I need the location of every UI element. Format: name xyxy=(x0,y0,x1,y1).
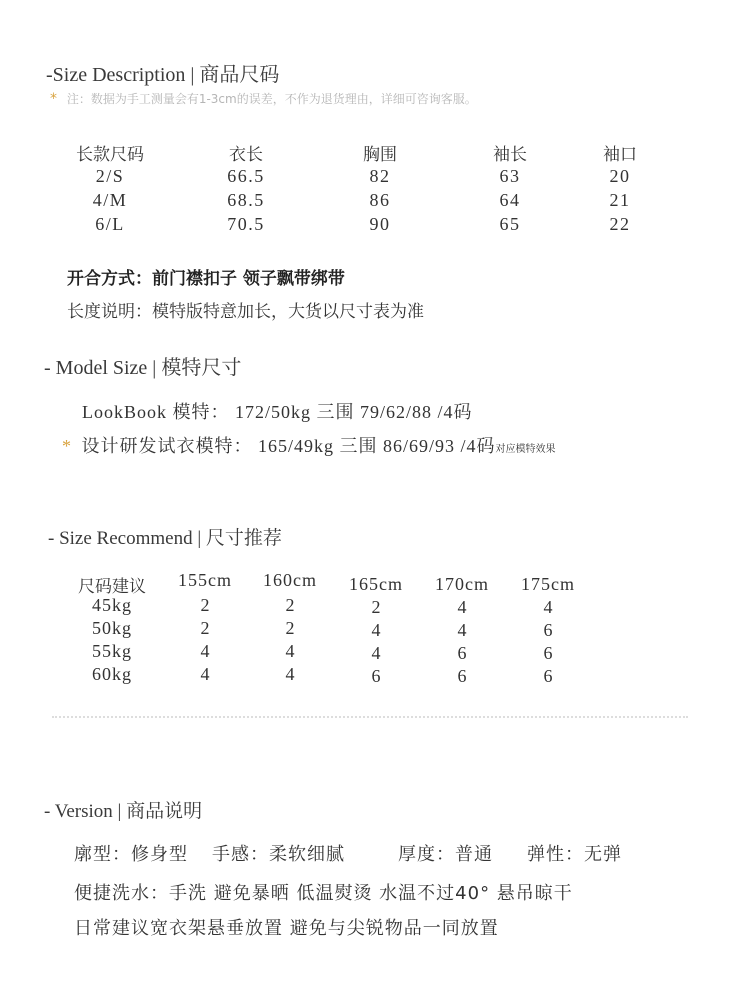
recommend-size-cell: 4 xyxy=(371,643,381,663)
lookbook-model-info: LookBook 模特： 172/50kg 三围 79/62/88 /4码 xyxy=(82,402,473,422)
recommend-size-cell: 6 xyxy=(543,643,553,663)
recommend-size-cell: 6 xyxy=(543,620,553,640)
thickness-info: 厚度：普通 xyxy=(398,844,493,865)
size-table-cell: 21 xyxy=(609,190,631,210)
recommend-size-cell: 2 xyxy=(285,595,295,615)
length-note: 长度说明：模特版特意加长，大货以尺寸表为准 xyxy=(67,302,424,322)
recommend-height-header: 175cm xyxy=(521,574,575,594)
size-table-size-cell: 4/M xyxy=(92,190,128,210)
recommend-size-cell: 4 xyxy=(285,641,295,661)
fitting-model-info xyxy=(62,432,556,458)
recommend-size-cell: 6 xyxy=(371,666,381,686)
size-description-title: -Size Description | 商品尺码 xyxy=(46,64,280,86)
size-table-header: 长款尺码 xyxy=(76,145,144,165)
size-table-cell: 82 xyxy=(369,166,391,186)
recommend-height-header: 160cm xyxy=(263,570,317,590)
recommend-size-cell: 2 xyxy=(200,595,210,615)
size-table-size-cell: 2/S xyxy=(95,166,125,186)
size-table-cell: 86 xyxy=(369,190,391,210)
size-table-header: 衣长 xyxy=(229,145,263,165)
size-table-cell: 64 xyxy=(499,190,521,210)
fit-info: 廓型：修身型 xyxy=(74,844,188,865)
version-title: - Version | 商品说明 xyxy=(44,801,203,822)
recommend-size-cell: 6 xyxy=(457,666,467,686)
recommend-size-cell: 6 xyxy=(457,643,467,663)
elasticity-info: 弹性：无弹 xyxy=(527,844,622,865)
star-icon: * xyxy=(62,436,72,456)
recommend-height-header: 165cm xyxy=(349,574,403,594)
measurement-note-text: 注：数据为手工测量会有1-3cm的误差，不作为退货理由，详细可咨询客服。 xyxy=(66,92,477,106)
size-table xyxy=(0,140,750,240)
recommend-size-cell: 4 xyxy=(200,641,210,661)
size-table-header: 袖长 xyxy=(493,145,527,165)
size-table-cell: 90 xyxy=(369,214,391,234)
size-table-cell: 65 xyxy=(499,214,521,234)
size-table-cell: 22 xyxy=(609,214,631,234)
model-size-title: - Model Size | 模特尺寸 xyxy=(44,357,242,379)
size-table-header: 袖口 xyxy=(603,145,637,165)
recommend-size-cell: 4 xyxy=(457,597,467,617)
feel-info: 手感：柔软细腻 xyxy=(212,844,345,865)
recommend-size-cell: 4 xyxy=(457,620,467,640)
recommend-weight-cell: 45kg xyxy=(92,595,132,615)
storage-info: 日常建议宽衣架悬垂放置 避免与尖锐物品一同放置 xyxy=(74,918,499,939)
recommend-size-cell: 2 xyxy=(285,618,295,638)
recommend-size-cell: 4 xyxy=(285,664,295,684)
recommend-size-cell: 2 xyxy=(200,618,210,638)
size-table-cell: 70.5 xyxy=(227,214,265,234)
recommend-size-cell: 4 xyxy=(371,620,381,640)
star-icon: * xyxy=(50,91,57,107)
recommend-height-header: 155cm xyxy=(178,570,232,590)
recommend-height-header: 170cm xyxy=(435,574,489,594)
closure-info: 开合方式：前门襟扣子 领子飘带绑带 xyxy=(67,269,345,289)
recommend-size-cell: 2 xyxy=(371,597,381,617)
size-table-header: 胸围 xyxy=(363,145,397,165)
size-recommend-title: - Size Recommend | 尺寸推荐 xyxy=(48,528,282,549)
recommend-corner-label: 尺码建议 xyxy=(78,577,146,597)
size-table-size-cell: 6/L xyxy=(95,214,125,234)
section-divider xyxy=(52,716,688,718)
recommend-weight-cell: 55kg xyxy=(92,641,132,661)
recommend-weight-cell: 50kg xyxy=(92,618,132,638)
size-table-cell: 66.5 xyxy=(227,166,265,186)
fitting-model-text: 设计研发试衣模特： 165/49kg 三围 86/69/93 /4码 xyxy=(81,436,496,456)
size-table-cell: 20 xyxy=(609,166,631,186)
size-table-cell: 68.5 xyxy=(227,190,265,210)
recommend-size-cell: 4 xyxy=(200,664,210,684)
recommend-weight-cell: 60kg xyxy=(92,664,132,684)
recommend-size-cell: 4 xyxy=(543,597,553,617)
measurement-note xyxy=(50,90,477,107)
recommend-size-cell: 6 xyxy=(543,666,553,686)
wash-info: 便捷洗水：手洗 避免暴晒 低温熨烫 水温不过40° 悬吊晾干 xyxy=(74,883,573,904)
size-recommend-table xyxy=(0,570,750,690)
size-table-cell: 63 xyxy=(499,166,521,186)
fitting-model-small-note: 对应模特效果 xyxy=(495,444,556,455)
